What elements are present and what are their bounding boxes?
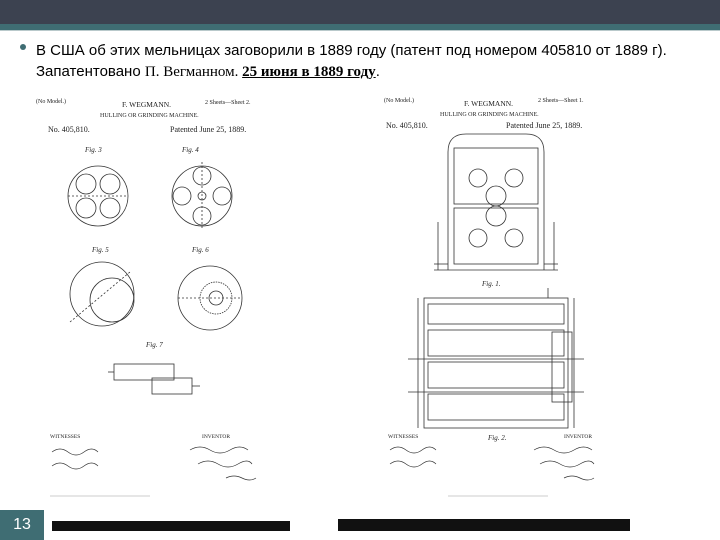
sheet2-witnesses: WITNESSES xyxy=(50,434,81,440)
fig6-drawing xyxy=(178,266,242,330)
sheet2-fig6-label: Fig. 6 xyxy=(192,246,209,254)
sheet1-fig2-label: Fig. 2. xyxy=(488,434,507,442)
bullet-text-inventor: П. Вегманном. xyxy=(144,64,243,80)
bullet-text-date: 25 июня в 1889 году xyxy=(242,64,376,80)
title-bar xyxy=(0,0,720,24)
sheet2-fig7-label: Fig. 7 xyxy=(146,341,163,349)
sheet1-machine: HULLING OR GRINDING MACHINE. xyxy=(440,112,539,118)
sheet1-name: F. WEGMANN. xyxy=(464,99,514,108)
sheet2-sheets: 2 Sheets—Sheet 2. xyxy=(205,100,251,106)
sheet1-patented: Patented June 25, 1889. xyxy=(506,121,583,130)
sheet2-fig3-label: Fig. 3 xyxy=(85,146,102,154)
patent-sheet-2 xyxy=(30,92,292,512)
sheet1-inventor: INVENTOR xyxy=(564,434,593,440)
scan-edge-right xyxy=(338,519,630,531)
sheet1-fig1-label: Fig. 1. xyxy=(482,280,501,288)
title-accent-line xyxy=(0,30,720,31)
patent-sheet-1 xyxy=(378,92,616,512)
fig7-drawing xyxy=(108,364,200,394)
sheet2-patented: Patented June 25, 1889. xyxy=(170,125,247,134)
bullet-text-end: . xyxy=(375,63,380,80)
sheet2-model: (No Model.) xyxy=(36,99,66,105)
scan-edge-left xyxy=(52,521,290,531)
sheet1-number: No. 405,810. xyxy=(386,121,428,130)
sheet2-fig4-label: Fig. 4 xyxy=(182,146,199,154)
sheet2-number: No. 405,810. xyxy=(48,125,90,134)
bullet-text-main: В США об этих мельницах заговорили в 1889 году (патент под номером 405810 от 1889 г). Запатентовано xyxy=(36,42,667,80)
sheet2-name: F. WEGMANN. xyxy=(122,100,172,109)
sheet2-signatures xyxy=(52,447,256,480)
bullet-item xyxy=(20,40,700,83)
sheet2-inventor: INVENTOR xyxy=(202,434,231,440)
fig3-drawing xyxy=(68,166,128,226)
sheet2-fig5-label: Fig. 5 xyxy=(92,246,109,254)
sheet1-witnesses: WITNESSES xyxy=(388,434,419,440)
bullet-text xyxy=(36,40,700,83)
fig4-drawing xyxy=(172,162,232,230)
slide-number: 13 xyxy=(0,510,44,540)
fig1-drawing xyxy=(434,134,558,270)
fig5-drawing xyxy=(70,262,134,326)
sheet2-machine: HULLING OR GRINDING MACHINE. xyxy=(100,113,199,119)
sheet1-sheets: 2 Sheets—Sheet 1. xyxy=(538,98,584,104)
sheet1-model: (No Model.) xyxy=(384,98,414,104)
sheet1-signatures xyxy=(390,447,594,480)
bullet-icon xyxy=(20,44,26,50)
fig2-drawing xyxy=(408,288,584,428)
